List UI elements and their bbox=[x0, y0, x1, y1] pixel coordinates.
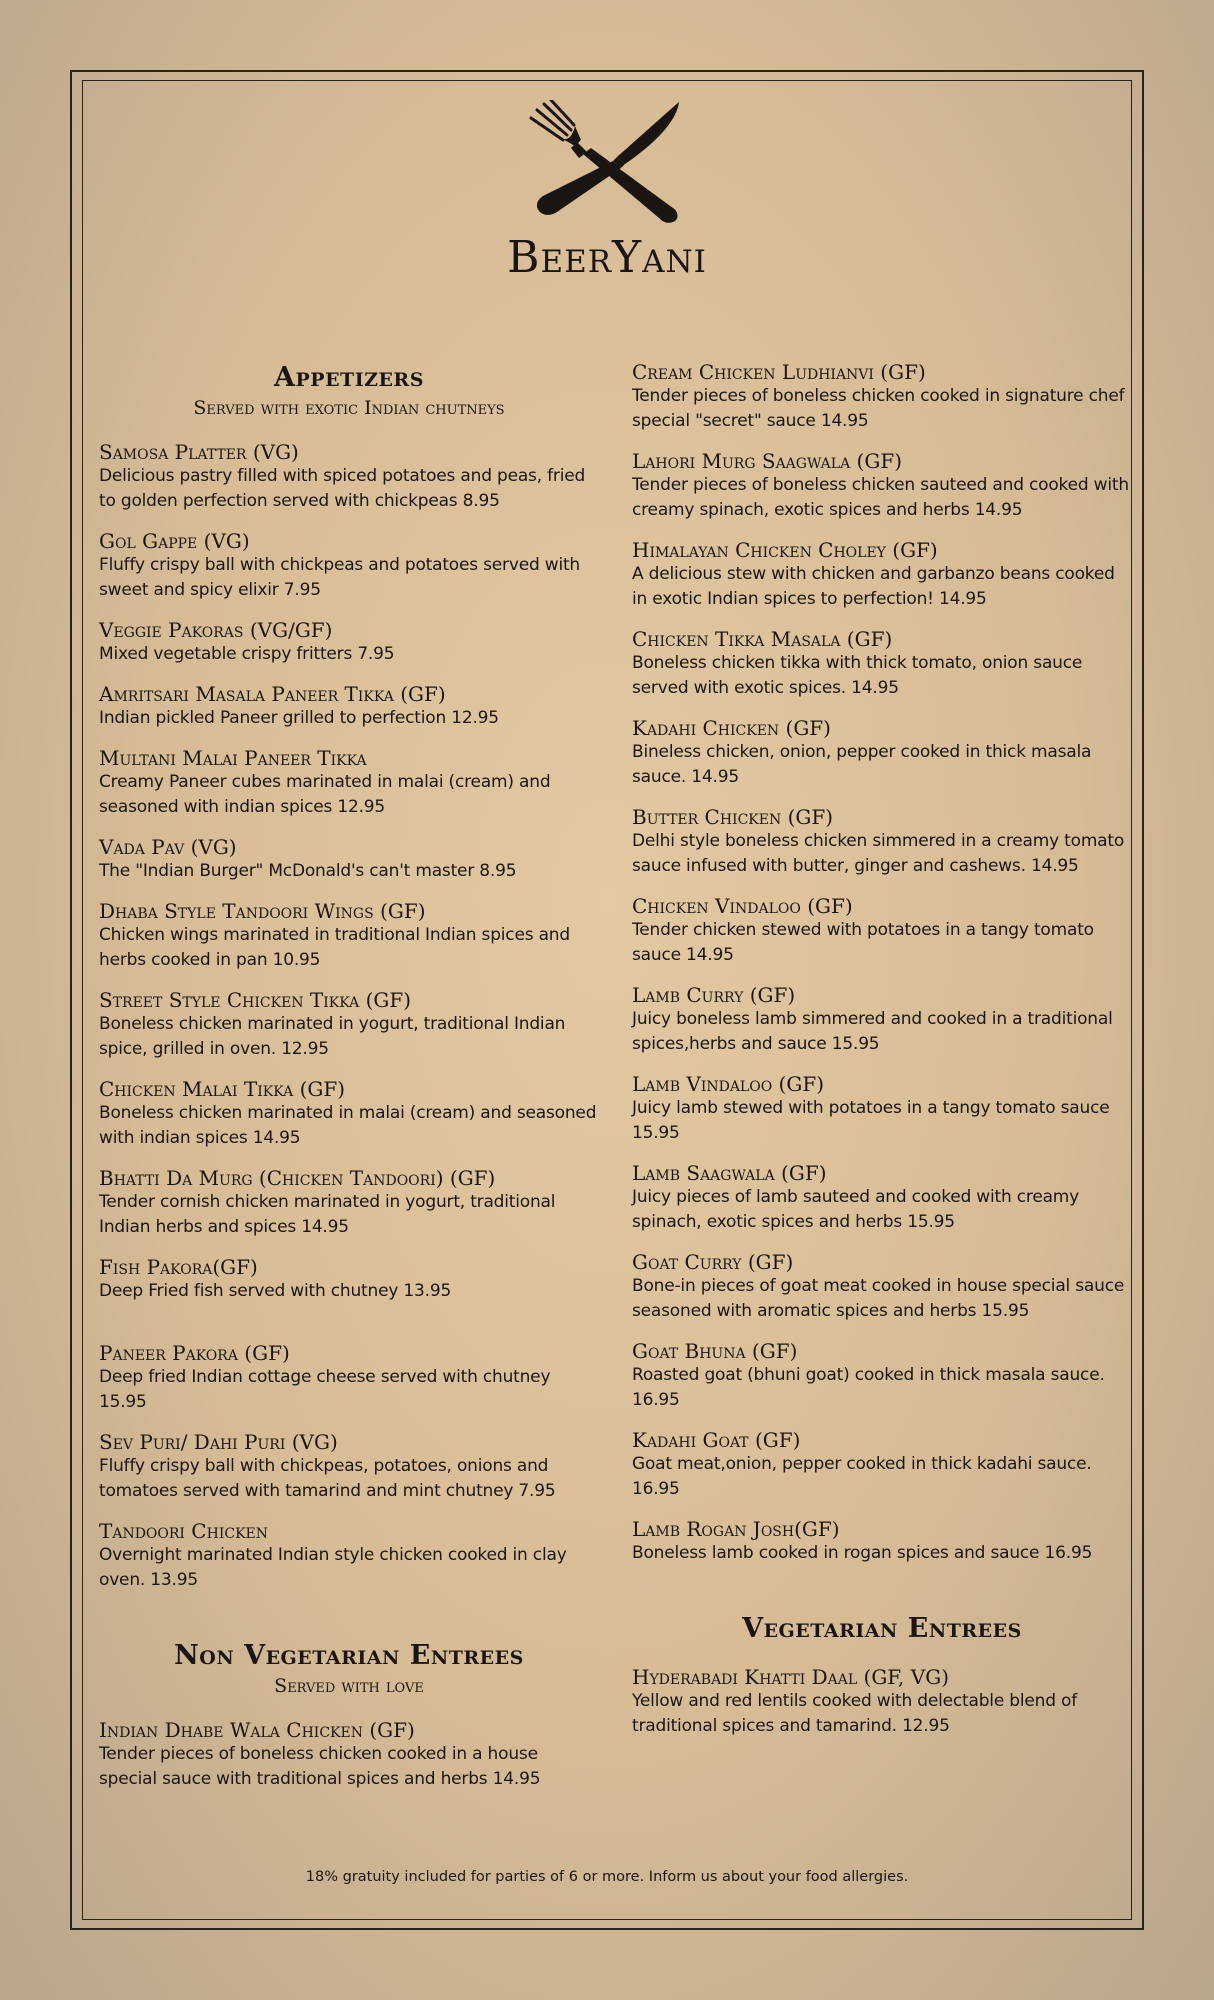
menu-item bbox=[99, 440, 599, 514]
item-description: Boneless chicken marinated in yogurt, traditional Indian spice, grilled in oven. 12.95 bbox=[99, 1014, 566, 1059]
item-name: Samosa Platter (VG) bbox=[99, 440, 299, 464]
menu-item bbox=[99, 529, 599, 603]
item-description: Fluffy crispy ball with chickpeas and potatoes served with sweet and spicy elixir 7.95 bbox=[99, 555, 581, 600]
item-description: Juicy boneless lamb simmered and cooked in a traditional spices,herbs and sauce 15.95 bbox=[632, 1009, 1113, 1054]
item-name: Gol Gappe (VG) bbox=[99, 529, 250, 553]
item-description: Indian pickled Paneer grilled to perfection 12.95 bbox=[99, 708, 499, 728]
item-description: Delhi style boneless chicken simmered in a creamy tomato sauce infused with butter, ginger and cashews. 14.95 bbox=[632, 831, 1125, 876]
menu-item bbox=[99, 1255, 599, 1304]
menu-right-column bbox=[632, 360, 1132, 1754]
item-description: Tender chicken stewed with potatoes in a tangy tomato sauce 14.95 bbox=[632, 920, 1094, 965]
menu-item bbox=[99, 1077, 599, 1151]
menu-item bbox=[632, 627, 1132, 701]
spacer bbox=[99, 1319, 599, 1341]
menu-item bbox=[632, 1161, 1132, 1235]
item-name: Lamb Saagwala (GF) bbox=[632, 1161, 827, 1185]
item-description: Delicious pastry filled with spiced potatoes and peas, fried to golden perfection served with chickpeas 8.95 bbox=[99, 466, 586, 511]
menu-item bbox=[632, 1339, 1132, 1413]
item-description: Creamy Paneer cubes marinated in malai (cream) and seasoned with indian spices 12.95 bbox=[99, 772, 551, 817]
menu-item bbox=[632, 983, 1132, 1057]
item-name: Tandoori Chicken bbox=[99, 1519, 268, 1543]
menu-item bbox=[99, 835, 599, 884]
item-name: Indian Dhabe Wala Chicken (GF) bbox=[99, 1718, 415, 1742]
item-description: A delicious stew with chicken and garbanzo beans cooked in exotic Indian spices to perfection! 14.95 bbox=[632, 564, 1115, 609]
item-description: Juicy lamb stewed with potatoes in a tangy tomato sauce 15.95 bbox=[632, 1098, 1110, 1143]
menu-item bbox=[99, 618, 599, 667]
item-name: Chicken Malai Tikka (GF) bbox=[99, 1077, 346, 1101]
item-name: Goat Bhuna (GF) bbox=[632, 1339, 798, 1363]
menu-item bbox=[632, 1072, 1132, 1146]
menu-item bbox=[99, 682, 599, 731]
item-name: Kadahi Chicken (GF) bbox=[632, 716, 831, 740]
item-name: Himalayan Chicken Choley (GF) bbox=[632, 538, 938, 562]
item-description: Yellow and red lentils cooked with delectable blend of traditional spices and tamarind. 12.95 bbox=[632, 1691, 1078, 1736]
menu-item bbox=[632, 538, 1132, 612]
restaurant-name: BeerYani bbox=[507, 232, 707, 283]
non-veg-section bbox=[99, 1638, 599, 1792]
item-name: Paneer Pakora (GF) bbox=[99, 1341, 290, 1365]
menu-item bbox=[632, 1665, 1132, 1739]
item-description: Fluffy crispy ball with chickpeas, potatoes, onions and tomatoes served with tamarind and mint chutney 7.95 bbox=[99, 1456, 556, 1501]
item-description: Tender pieces of boneless chicken cooked in signature chef special "secret" sauce 14.95 bbox=[632, 386, 1125, 431]
item-name: Sev Puri/ Dahi Puri (VG) bbox=[99, 1430, 338, 1454]
item-description: Bone-in pieces of goat meat cooked in house special sauce seasoned with aromatic spices and herbs 15.95 bbox=[632, 1276, 1125, 1321]
item-name: Chicken Tikka Masala (GF) bbox=[632, 627, 893, 651]
item-description: Chicken wings marinated in traditional Indian spices and herbs cooked in pan 10.95 bbox=[99, 925, 570, 970]
item-description: Mixed vegetable crispy fritters 7.95 bbox=[99, 644, 395, 664]
non-veg-subtitle: Served with love bbox=[274, 1675, 424, 1697]
item-name: Fish Pakora(GF) bbox=[99, 1255, 258, 1279]
item-name: Lamb Vindaloo (GF) bbox=[632, 1072, 824, 1096]
item-description: Bineless chicken, onion, pepper cooked in thick masala sauce. 14.95 bbox=[632, 742, 1092, 787]
non-veg-continued bbox=[632, 360, 1132, 1566]
menu-item bbox=[632, 449, 1132, 523]
menu-item bbox=[632, 1517, 1132, 1566]
menu-item bbox=[99, 1718, 599, 1792]
item-name: Lamb Curry (GF) bbox=[632, 983, 796, 1007]
veg-title: Vegetarian Entrees bbox=[742, 1613, 1022, 1644]
item-description: The "Indian Burger" McDonald's can't master 8.95 bbox=[99, 861, 517, 881]
menu-item bbox=[99, 1430, 599, 1504]
menu-item bbox=[99, 1519, 599, 1593]
veg-section bbox=[632, 1611, 1132, 1739]
item-description: Boneless chicken tikka with thick tomato, onion sauce served with exotic spices. 14.95 bbox=[632, 653, 1083, 698]
item-name: Butter Chicken (GF) bbox=[632, 805, 834, 829]
item-description: Tender pieces of boneless chicken sauteed and cooked with creamy spinach, exotic spices and herbs 14.95 bbox=[632, 475, 1129, 520]
menu-item bbox=[632, 1250, 1132, 1324]
item-description: Deep fried Indian cottage cheese served with chutney 15.95 bbox=[99, 1367, 551, 1412]
item-name: Chicken Vindaloo (GF) bbox=[632, 894, 853, 918]
item-name: Bhatti Da Murg (Chicken Tandoori) (GF) bbox=[99, 1166, 496, 1190]
appetizers-title: Appetizers bbox=[274, 362, 424, 393]
menu-item bbox=[99, 1341, 599, 1415]
appetizers-section bbox=[99, 360, 599, 1593]
item-description: Goat meat,onion, pepper cooked in thick kadahi sauce. 16.95 bbox=[632, 1454, 1092, 1499]
item-description: Tender pieces of boneless chicken cooked in a house special sauce with traditional spices and herbs 14.95 bbox=[99, 1744, 541, 1789]
menu-item bbox=[632, 716, 1132, 790]
item-name: Amritsari Masala Paneer Tikka (GF) bbox=[99, 682, 446, 706]
menu-item bbox=[99, 1166, 599, 1240]
item-name: Hyderabadi Khatti Daal (GF, VG) bbox=[632, 1665, 949, 1689]
gratuity-note: 18% gratuity included for parties of 6 or more. Inform us about your food allergies. bbox=[305, 1869, 909, 1885]
item-name: Lamb Rogan Josh(GF) bbox=[632, 1517, 840, 1541]
appetizers-subtitle: Served with exotic Indian chutneys bbox=[193, 397, 505, 419]
item-name: Veggie Pakoras (VG/GF) bbox=[99, 618, 333, 642]
menu-item bbox=[632, 1428, 1132, 1502]
item-description: Tender cornish chicken marinated in yogurt, traditional Indian herbs and spices 14.95 bbox=[99, 1192, 556, 1237]
item-name: Goat Curry (GF) bbox=[632, 1250, 794, 1274]
menu-item bbox=[632, 360, 1132, 434]
item-description: Boneless chicken marinated in malai (cream) and seasoned with indian spices 14.95 bbox=[99, 1103, 597, 1148]
item-name: Kadahi Goat (GF) bbox=[632, 1428, 801, 1452]
item-description: Overnight marinated Indian style chicken cooked in clay oven. 13.95 bbox=[99, 1545, 567, 1590]
menu-left-column bbox=[99, 360, 599, 1807]
menu-item bbox=[632, 894, 1132, 968]
item-name: Multani Malai Paneer Tikka bbox=[99, 746, 367, 770]
non-veg-title: Non Vegetarian Entrees bbox=[174, 1640, 524, 1671]
item-name: Lahori Murg Saagwala (GF) bbox=[632, 449, 902, 473]
menu-item bbox=[99, 899, 599, 973]
crossed-fork-knife-icon bbox=[527, 100, 687, 225]
item-name: Cream Chicken Ludhianvi (GF) bbox=[632, 360, 926, 384]
spacer bbox=[99, 1608, 599, 1638]
item-description: Roasted goat (bhuni goat) cooked in thick masala sauce. 16.95 bbox=[632, 1365, 1105, 1410]
item-description: Deep Fried fish served with chutney 13.95 bbox=[99, 1281, 452, 1301]
item-description: Juicy pieces of lamb sauteed and cooked with creamy spinach, exotic spices and herbs 15.95 bbox=[632, 1187, 1080, 1232]
menu-item bbox=[99, 746, 599, 820]
item-name: Street Style Chicken Tikka (GF) bbox=[99, 988, 412, 1012]
item-name: Vada Pav (VG) bbox=[99, 835, 237, 859]
item-description: Boneless lamb cooked in rogan spices and sauce 16.95 bbox=[632, 1543, 1093, 1563]
menu-item bbox=[632, 805, 1132, 879]
spacer bbox=[632, 1581, 1132, 1611]
item-name: Dhaba Style Tandoori Wings (GF) bbox=[99, 899, 426, 923]
menu-item bbox=[99, 988, 599, 1062]
